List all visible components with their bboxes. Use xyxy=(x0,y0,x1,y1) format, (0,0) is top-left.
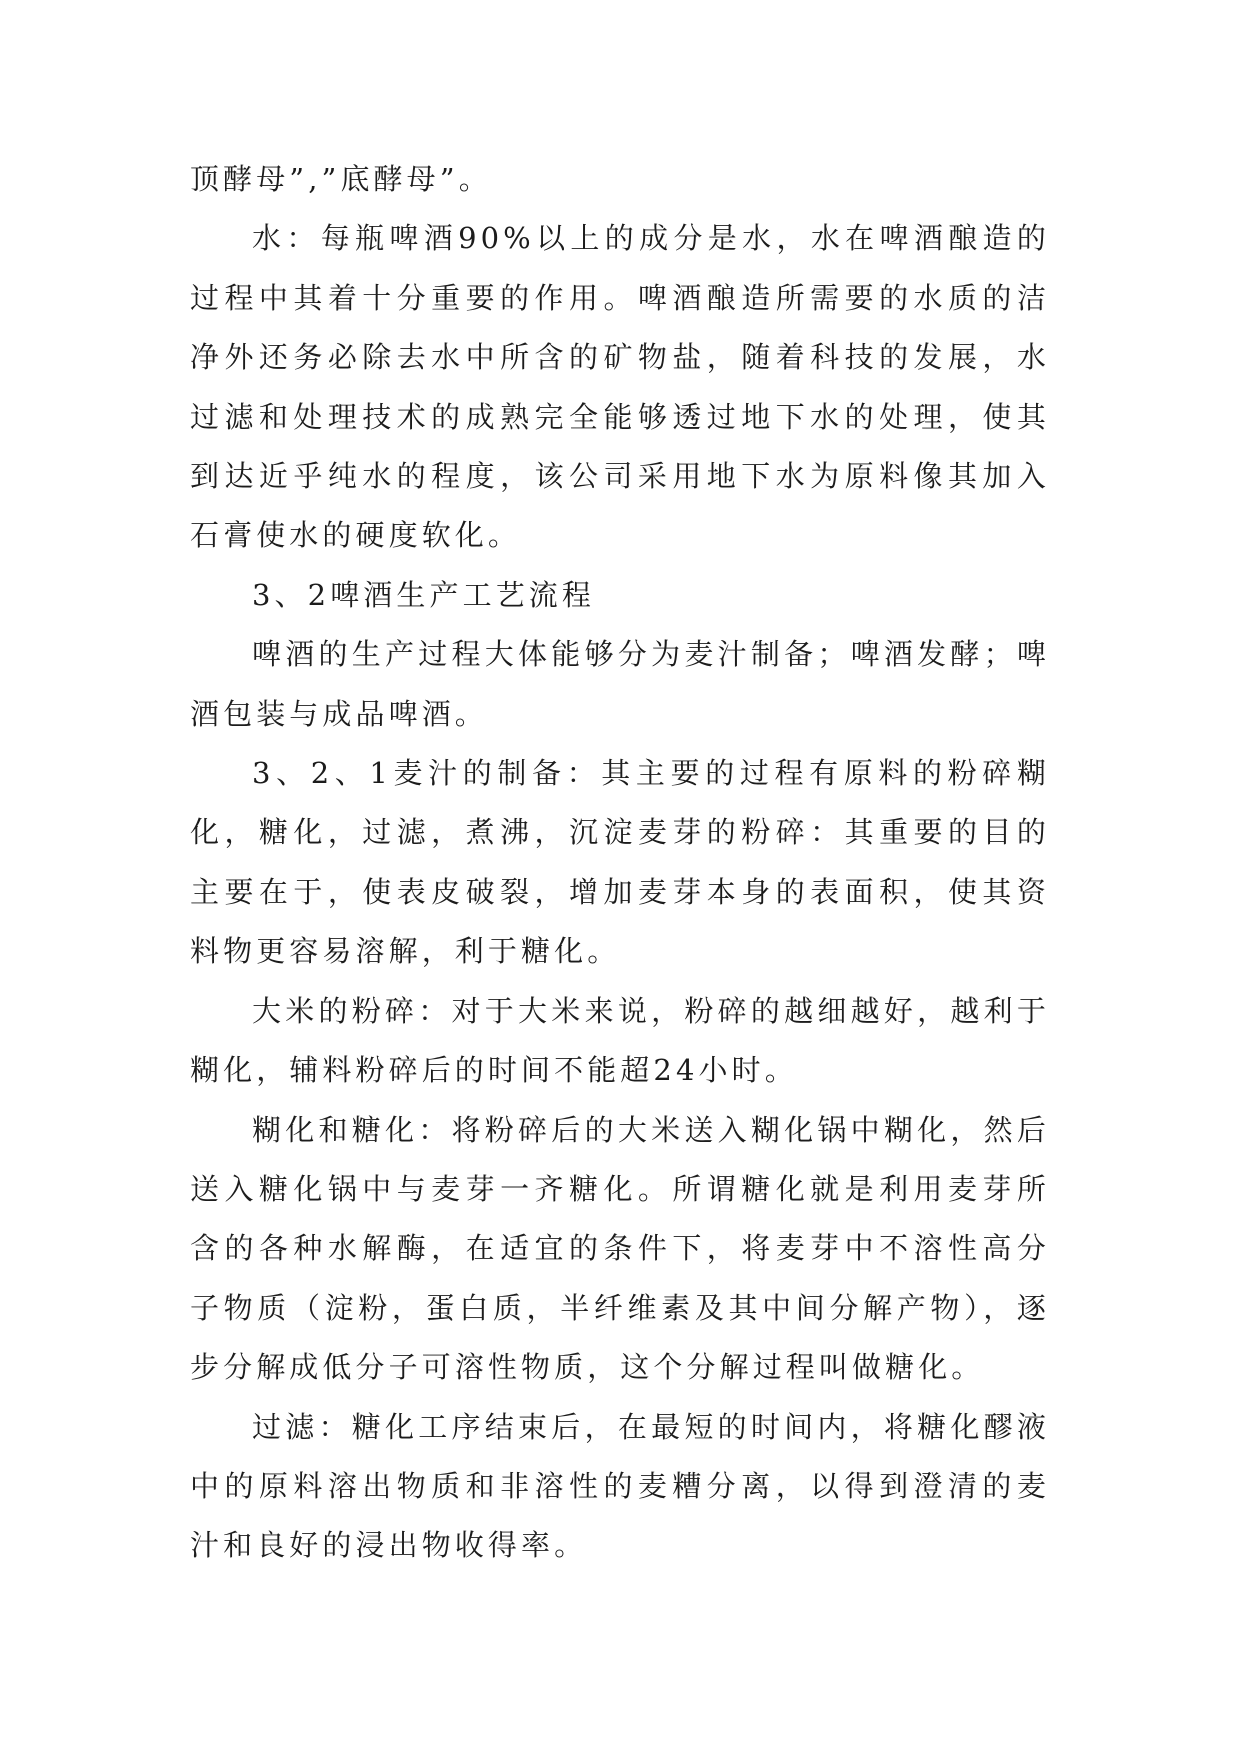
paragraph-saccharification: 糊化和糖化：将粉碎后的大米送入糊化锅中糊化，然后送入糖化锅中与麦芽一齐糖化。所谓糖化就是利用麦芽所含的各种水解酶，在适宜的条件下，将麦芽中不溶性高分子物质（淀粉，蛋白质，半纤维素及其中间分解产物），逐步分解成低分子可溶性物质，这个分解过程叫做糖化。 xyxy=(190,1112,1050,1385)
paragraph-rice-milling: 大米的粉碎：对于大米来说，粉碎的越细越好，越利于糊化，辅料粉碎后的时间不能超24小时。 xyxy=(190,993,1050,1088)
section-heading-3-2: 3、2啤酒生产工艺流程 xyxy=(252,577,596,612)
paragraph-yeast-continuation: 顶酵母”,”底酵母”。 xyxy=(190,162,492,196)
paragraph-process-overview: 啤酒的生产过程大体能够分为麦汁制备；啤酒发酵；啤酒包装与成品啤酒。 xyxy=(190,637,1050,731)
paragraph-water: 水：每瓶啤酒90%以上的成分是水，水在啤酒酿造的过程中其着十分重要的作用。啤酒酿造所需要的水质的洁净外还务必除去水中所含的矿物盐，随着科技的发展，水过滤和处理技术的成熟完全能够透过地下水的处理，使其到达近乎纯水的程度，该公司采用地下水为原料像其加入石膏使水的硬度软化。 xyxy=(190,221,1050,553)
paragraph-wort-preparation: 3、2、1麦汁的制备：其主要的过程有原料的粉碎糊化，糖化，过滤，煮沸，沉淀麦芽的粉碎：其重要的目的主要在于，使表皮破裂，增加麦芽本身的表面积，使其资料物更容易溶解，利于糖化。 xyxy=(190,756,1050,969)
paragraph-filtration: 过滤：糖化工序结束后，在最短的时间内，将糖化醪液中的原料溶出物质和非溶性的麦糟分离，以得到澄清的麦汁和良好的浸出物收得率。 xyxy=(190,1409,1050,1563)
document-body xyxy=(190,150,1050,1576)
